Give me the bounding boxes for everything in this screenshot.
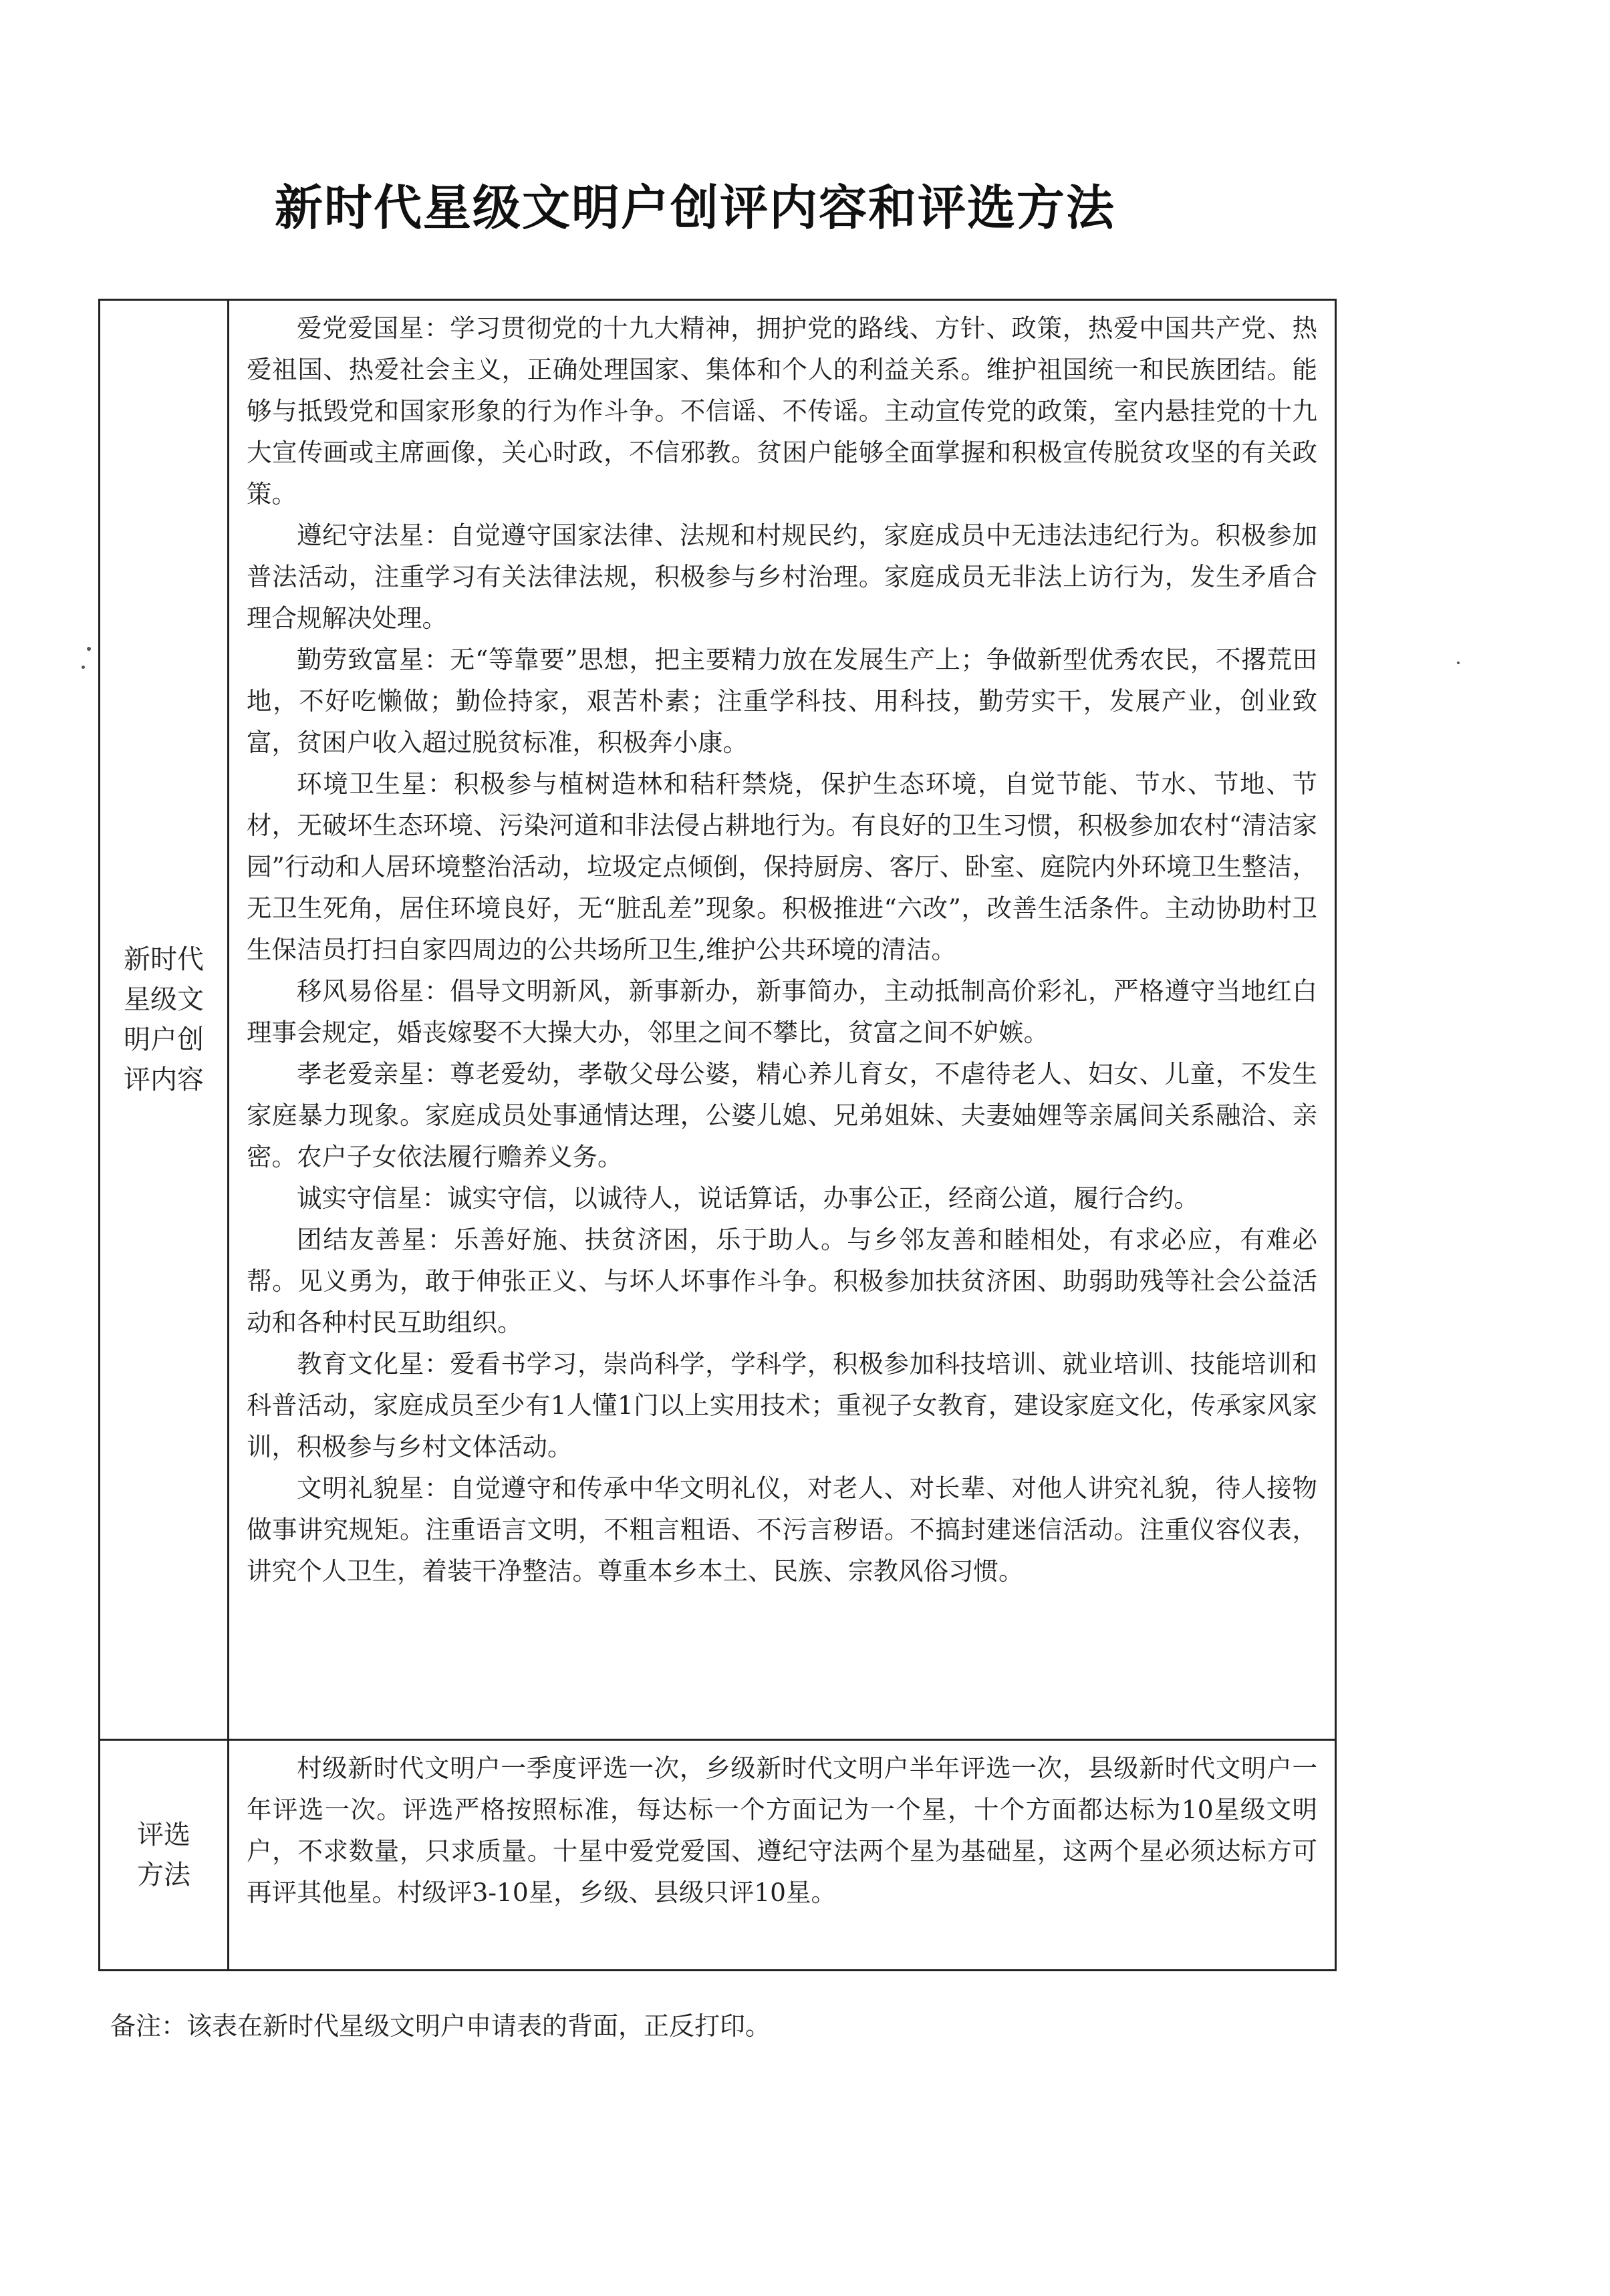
star-paragraph-environment: 环境卫生星：积极参与植树造林和秸秆禁烧，保护生态环境，自觉节能、节水、节地、节材，无破坏生态环境、污染河道和非法侵占耕地行为。有良好的卫生习惯，积极参加农村“清洁家园”行动和人居环境整治活动，垃圾定点倾倒，保持厨房、客厅、卧室、庭院内外环境卫生整洁，无卫生死角，居住环境良好，无“脏乱差”现象。积极推进“六改”，改善生活条件。主动协助村卫生保洁员打扫自家四周边的公共场所卫生,维护公共环境的清洁。 xyxy=(247,769,1317,964)
star-paragraph-patriotism: 爱党爱国星：学习贯彻党的十九大精神，拥护党的路线、方针、政策，热爱中国共产党、热爱祖国、热爱社会主义，正确处理国家、集体和个人的利益关系。维护祖国统一和民族团结。能够与抵毁党和国家形象的行为作斗争。不信谣、不传谣。主动宣传党的政策，室内悬挂党的十九大宣传画或主席画像，关心时政，不信邪教。贫困户能够全面掌握和积极宣传脱贫攻坚的有关政策。 xyxy=(247,313,1317,509)
method-label-cell xyxy=(100,1740,229,1971)
method-paragraph: 村级新时代文明户一季度评选一次，乡级新时代文明户半年评选一次，县级新时代文明户一年评选一次。评选严格按照标准，每达标一个方面记为一个星，十个方面都达标为10星级文明户，不求数量，只求质量。十星中爱党爱国、遵纪守法两个星为基础星，这两个星必须达标方可再评其他星。村级评3-10星，乡级、县级只评10星。 xyxy=(247,1753,1317,1907)
star-paragraph-filial: 孝老爱亲星：尊老爱幼，孝敬父母公婆，精心养儿育女，不虐待老人、妇女、儿童，不发生家庭暴力现象。家庭成员处事通情达理，公婆儿媳、兄弟姐妹、夫妻妯娌等亲属间关系融洽、亲密。农户子女依法履行赡养义务。 xyxy=(247,1059,1317,1171)
scan-speck xyxy=(1457,662,1460,664)
content-cell xyxy=(229,300,1336,1740)
content-label: 新时代星级文明户创评内容 xyxy=(124,944,204,1095)
scan-speck xyxy=(82,666,85,669)
method-row xyxy=(100,1740,1336,1971)
content-label-cell xyxy=(100,300,229,1740)
star-paragraph-unity: 团结友善星：乐善好施、扶贫济困，乐于助人。与乡邻友善和睦相处，有求必应，有难必帮。见义勇为，敢于伸张正义、与坏人坏事作斗争。积极参加扶贫济困、助弱助残等社会公益活动和各种村民互助组织。 xyxy=(247,1225,1317,1337)
criteria-table xyxy=(98,299,1337,1971)
star-paragraph-customs: 移风易俗星：倡导文明新风，新事新办，新事简办，主动抵制高价彩礼，严格遵守当地红白理事会规定，婚丧嫁娶不大操大办，邻里之间不攀比，贫富之间不妒嫉。 xyxy=(247,976,1317,1047)
scan-speck xyxy=(87,647,91,651)
star-paragraph-courtesy: 文明礼貌星：自觉遵守和传承中华文明礼仪，对老人、对长辈、对他人讲究礼貌，待人接物做事讲究规矩。注重语言文明，不粗言粗语、不污言秽语。不搞封建迷信活动。注重仪容仪表，讲究个人卫生，着装干净整洁。尊重本乡本土、民族、宗教风俗习惯。 xyxy=(247,1473,1317,1586)
page-title: 新时代星级文明户创评内容和评选方法 xyxy=(274,180,1115,236)
star-paragraph-honesty: 诚实守信星：诚实守信，以诚待人，说话算话，办事公正，经商公道，履行合约。 xyxy=(297,1183,1199,1213)
method-cell xyxy=(229,1740,1336,1971)
star-paragraph-hardworking: 勤劳致富星：无“等靠要”思想，把主要精力放在发展生产上；争做新型优秀农民，不撂荒田地，不好吃懒做；勤俭持家，艰苦朴素；注重学科技、用科技，勤劳实干，发展产业，创业致富，贫困户收入超过脱贫标准，积极奔小康。 xyxy=(247,645,1317,757)
content-row xyxy=(100,300,1336,1740)
star-paragraph-law-abiding: 遵纪守法星：自觉遵守国家法律、法规和村规民约，家庭成员中无违法违纪行为。积极参加普法活动，注重学习有关法律法规，积极参与乡村治理。家庭成员无非法上访行为，发生矛盾合理合规解决处理。 xyxy=(247,521,1317,633)
star-paragraph-education: 教育文化星：爱看书学习，崇尚科学，学科学，积极参加科技培训、就业培训、技能培训和科普活动，家庭成员至少有1人懂1门以上实用技术；重视子女教育，建设家庭文化，传承家风家训，积极参与乡村文体活动。 xyxy=(247,1349,1317,1461)
footnote: 备注：该表在新时代星级文明户申请表的背面，正反打印。 xyxy=(110,2011,771,2041)
method-label: 评选方法 xyxy=(137,1820,190,1890)
